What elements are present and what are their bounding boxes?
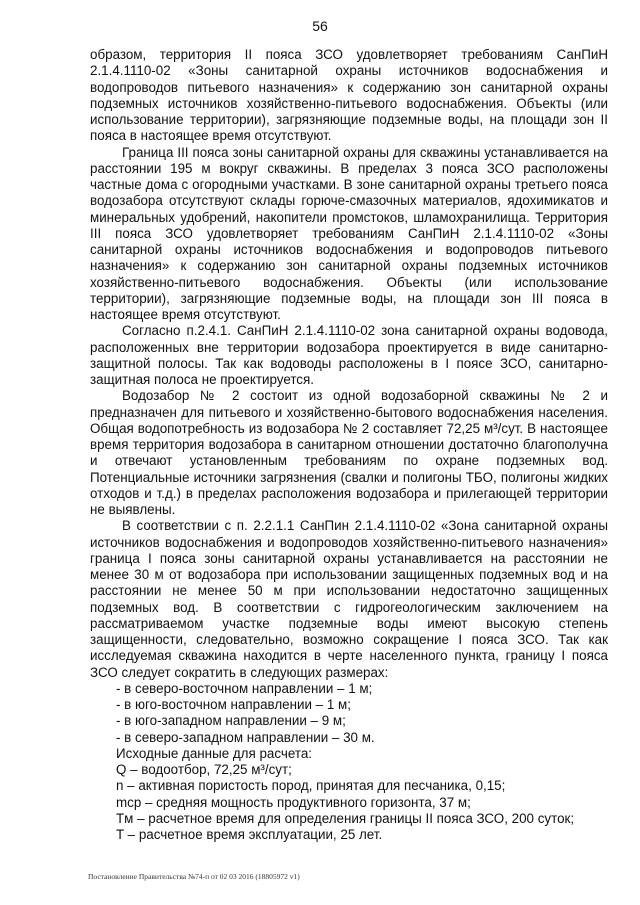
list-item: - в юго-западном направлении – 9 м; [116, 713, 346, 729]
footer-note: Постановление Правительства №74-п от 02 03 2016 (18805972 v1) [88, 872, 300, 881]
list-item: Исходные данные для расчета: [116, 745, 313, 761]
list-item: mср – средняя мощность продуктивного горизонта, 37 м; [116, 794, 471, 810]
paragraph: Согласно п.2.4.1. СанПиН 2.1.4.1110-02 зона санитарной охраны водовода, расположенных вне территории водозабора проектируется в виде санитарно-защитной полосы. Так как водоводы расположены в I поясе ЗСО, санитарно-защитная полоса не проектируется. [90, 323, 608, 387]
list-item: - в северо-восточном направлении – 1 м; [116, 680, 373, 696]
list-item: T – расчетное время эксплуатации, 25 лет. [116, 827, 383, 842]
document-body [90, 47, 608, 843]
list-item: Q – водоотбор, 72,25 м³/сут; [116, 762, 292, 777]
paragraph: В соответствии с п. 2.2.1.1 СанПин 2.1.4.1110-02 «Зона санитарной охраны источников водоснабжения и водопроводов хозяйственно-питьевого назначения» граница I пояса зоны санитарной охраны устанавливается на расстоянии не менее 30 м от водозабора при использовании защищенных подземных вод и на расстоянии не менее 50 м при использовании недостаточно защищенных подземных вод. В соответствии с гидрогеологическим заключением на рассматриваемом участке подземные воды имеют высокую степень защищенности, следовательно, возможно сокращение I пояса ЗСО. Так как исследуемая скважина находится в черте населенного пункта, границу I пояса ЗСО следует сократить в следующих размерах: [90, 518, 608, 680]
list-item: - в юго-восточном направлении – 1 м; [116, 697, 351, 712]
list-item: Tм – расчетное время для определения границы II пояса ЗСО, 200 суток; [116, 810, 575, 826]
paragraph: образом, территория II пояса ЗСО удовлетворяет требованиям СанПиН 2.1.4.1110-02 «Зоны санитарной охраны источников водоснабжения и водопроводов питьевого назначения» к содержанию зон санитарной охраны подземных источников хозяйственно-питьевого водоснабжения. Объекты (или использование территории), загрязняющие подземные воды, на площади зон II пояса в настоящее время отсутствуют. [90, 47, 608, 144]
paragraph: Граница III пояса зоны санитарной охраны для скважины устанавливается на расстоянии 195 м вокруг скважины. В пределах 3 пояса ЗСО расположены частные дома с огородными участками. В зоне санитарной охраны третьего пояса водозабора отсутствуют склады горюче-смазочных материалов, ядохимикатов и минеральных удобрений, накопители промстоков, шламохранилища. Территория III пояса ЗСО удовлетворяет требованиям СанПиН 2.1.4.1110-02 «Зоны санитарной охраны источников водоснабжения и водопроводов питьевого назначения» к содержанию зон санитарной охраны подземных источников хозяйственно-питьевого водоснабжения. Объекты (или использование территории), загрязняющие подземные воды, на площади зон III пояса в настоящее время отсутствуют. [90, 144, 608, 322]
paragraph: Водозабор № 2 состоит из одной водозаборной скважины № 2 и предназначен для питьевого и хозяйственно-бытового водоснабжения населения. Общая водопотребность из водозабора № 2 составляет 72,25 м³/сут. В настоящее время территория водозабора в санитарном отношении достаточно благополучна и отвечают установленным требованиям по охране подземных вод. Потенциальные источники загрязнения (свалки и полигоны ТБО, полигоны жидких отходов и т.д.) в пределах расположения водозабора и прилегающей территории не выявлены. [90, 388, 608, 517]
list-item: n – активная пористость пород, принятая для песчаника, 0,15; [116, 778, 506, 794]
list-item: - в северо-западном направлении – 30 м. [116, 729, 375, 745]
page-number: 56 [312, 18, 328, 34]
